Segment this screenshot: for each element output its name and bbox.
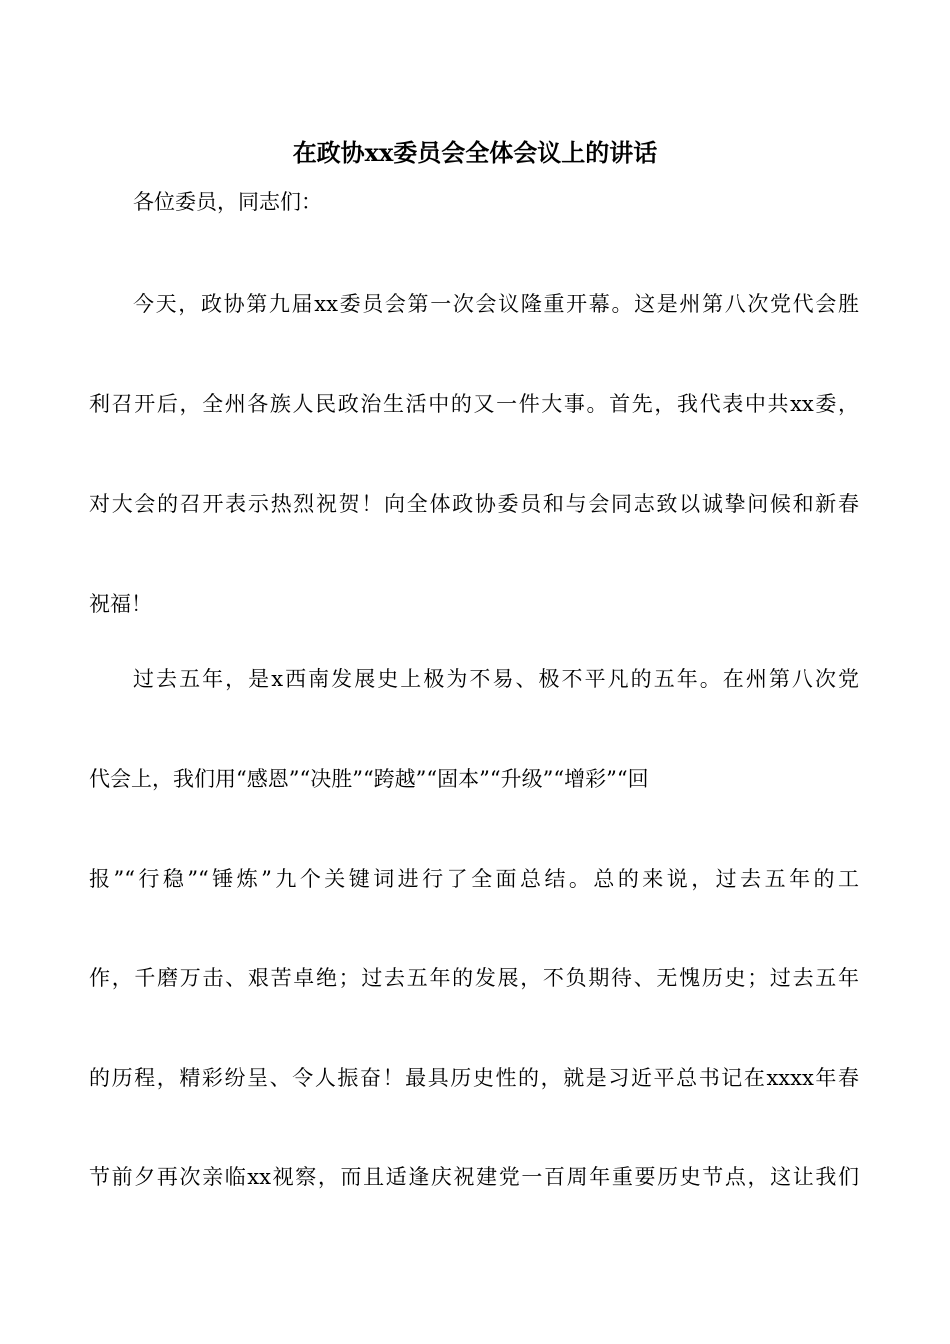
- paragraph-2-line-3: 报”“行稳”“锤炼”九个关键词进行了全面总结。总的来说，过去五年的工: [89, 867, 859, 891]
- paragraph-2-line-6: 节前夕再次亲临xx视察，而且适逢庆祝建党一百周年重要历史节点，这让我们: [89, 1165, 859, 1189]
- paragraph-1-line-2: 利召开后，全州各族人民政治生活中的又一件大事。首先，我代表中共xx委，: [89, 392, 859, 416]
- paragraph-2-line-1: 过去五年，是x西南发展史上极为不易、极不平凡的五年。在州第八次党: [133, 667, 859, 691]
- paragraph-2-line-5: 的历程，精彩纷呈、令人振奋！最具历史性的，就是习近平总书记在xxxx年春: [89, 1066, 859, 1090]
- paragraph-2-line-2: 代会上，我们用“感恩”“决胜”“跨越”“固本”“升级”“增彩”“回: [89, 767, 649, 791]
- salutation-line: 各位委员，同志们：: [133, 190, 322, 214]
- paragraph-1-line-4: 祝福！: [89, 592, 152, 616]
- paragraph-1-line-1: 今天，政协第九届xx委员会第一次会议隆重开幕。这是州第八次党代会胜: [133, 292, 859, 316]
- paragraph-2-line-4: 作，千磨万击、艰苦卓绝；过去五年的发展，不负期待、无愧历史；过去五年: [89, 966, 859, 990]
- document-title: 在政协xx委员会全体会议上的讲话: [292, 138, 658, 167]
- paragraph-1-line-3: 对大会的召开表示热烈祝贺！向全体政协委员和与会同志致以诚挚问候和新春: [89, 492, 859, 516]
